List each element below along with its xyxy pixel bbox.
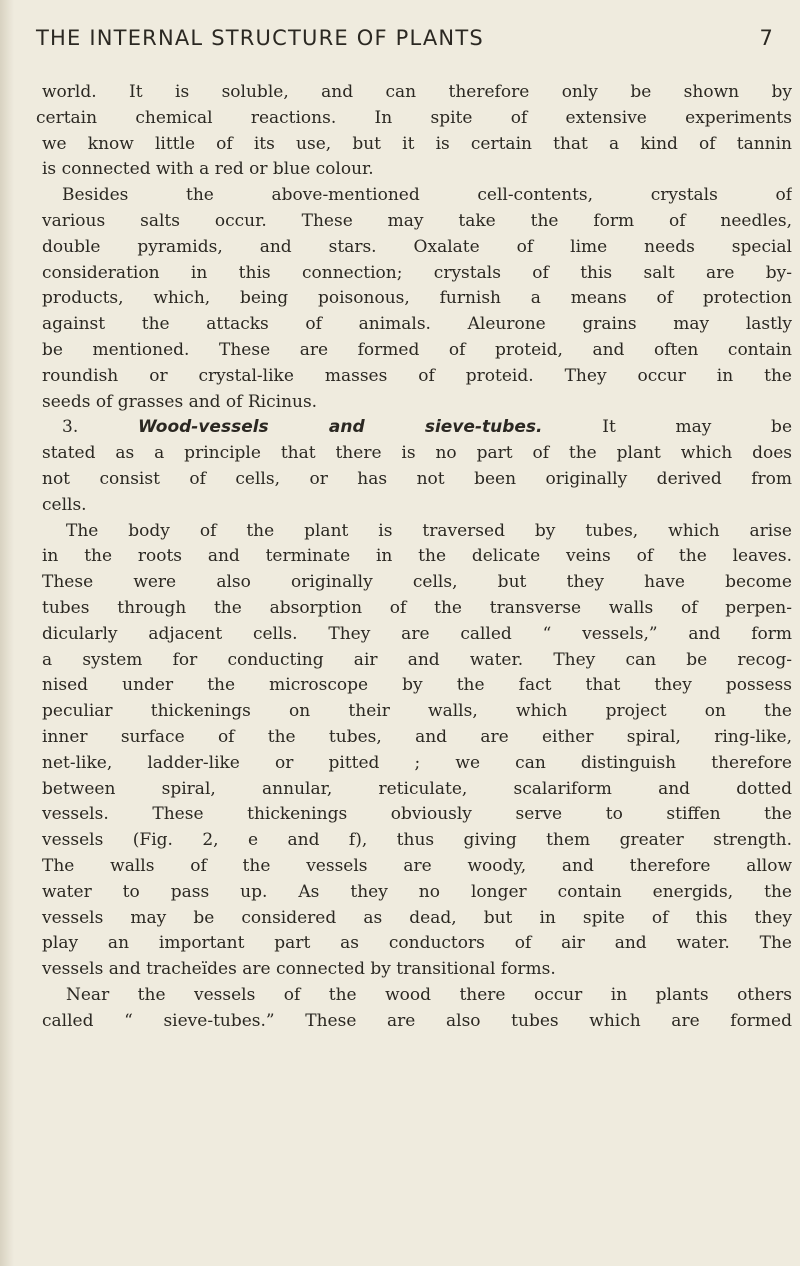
text-line: cells.	[42, 494, 87, 515]
text-line: play an important part as conductors of air and water. The	[42, 933, 792, 954]
text-line: roundish or crystal-like masses of proteid. They occur in the	[42, 365, 792, 386]
text-line: stated as a principle that there is no part of the plant which does	[42, 443, 792, 464]
text-line: seeds of grasses and of Ricinus.	[42, 391, 318, 412]
text-line: vessels may be considered as dead, but in spite of this they	[42, 907, 792, 928]
text-line: between spiral, annular, reticulate, scalariform and dotted	[42, 778, 792, 799]
text-line: vessels (Fig. 2, e and f), thus giving them greater strength.	[42, 830, 792, 851]
text-line: inner surface of the tubes, and are either spiral, ring-like,	[42, 726, 792, 747]
text-line: water to pass up. As they no longer contain energids, the	[42, 881, 792, 902]
text-line: tubes through the absorption of the transverse walls of perpen-	[42, 597, 792, 618]
body-text	[22, 80, 792, 1034]
text-line: The body of the plant is traversed by tubes, which arise	[66, 520, 792, 541]
section-heading-line	[22, 415, 792, 441]
text-line: certain chemical reactions. In spite of extensive experiments	[36, 107, 792, 128]
text-line: called “ sieve-tubes.” These are also tubes which are formed	[42, 1010, 792, 1031]
text-line: a system for conducting air and water. They can be recog-	[42, 649, 792, 670]
running-head	[36, 26, 774, 56]
section-number: 3.	[62, 417, 138, 438]
section-lead-text: It may be	[542, 417, 792, 438]
text-line: be mentioned. These are formed of proteid, and often contain	[42, 339, 792, 360]
text-line: Near the vessels of the wood there occur in plants others	[66, 984, 792, 1005]
text-line: The walls of the vessels are woody, and therefore allow	[42, 855, 792, 876]
page-number: 7	[759, 26, 774, 50]
text-line: in the roots and terminate in the delicate veins of the leaves.	[42, 546, 792, 567]
text-line: dicularly adjacent cells. They are called “ vessels,” and form	[42, 623, 792, 644]
text-line: products, which, being poisonous, furnish a means of protection	[42, 288, 792, 309]
text-line: peculiar thickenings on their walls, which project on the	[42, 701, 792, 722]
text-line: net-like, ladder-like or pitted ; we can distinguish therefore	[42, 752, 792, 773]
text-line: we know little of its use, but it is certain that a kind of tannin	[42, 133, 792, 154]
text-line: against the attacks of animals. Aleurone grains may lastly	[42, 314, 792, 335]
text-line: not consist of cells, or has not been originally derived from	[42, 468, 792, 489]
text-line: vessels. These thickenings obviously serve to stiffen the	[42, 804, 792, 825]
text-line: various salts occur. These may take the form of needles,	[42, 210, 792, 231]
text-line: vessels and tracheïdes are connected by transitional forms.	[42, 959, 556, 980]
text-line: These were also originally cells, but they have become	[42, 572, 792, 593]
text-line: double pyramids, and stars. Oxalate of lime needs special	[42, 236, 792, 257]
text-line: is connected with a red or blue colour.	[42, 159, 374, 180]
text-line: Besides the above-mentioned cell-contents, crystals of	[62, 185, 792, 206]
text-line: consideration in this connection; crystals of this salt are by-	[42, 262, 792, 283]
text-line: world. It is soluble, and can therefore only be shown by	[42, 82, 792, 102]
running-head-title: THE INTERNAL STRUCTURE OF PLANTS	[36, 26, 484, 50]
text-line: nised under the microscope by the fact that they possess	[42, 675, 792, 696]
section-heading: Wood-vessels and sieve-tubes.	[137, 417, 543, 438]
